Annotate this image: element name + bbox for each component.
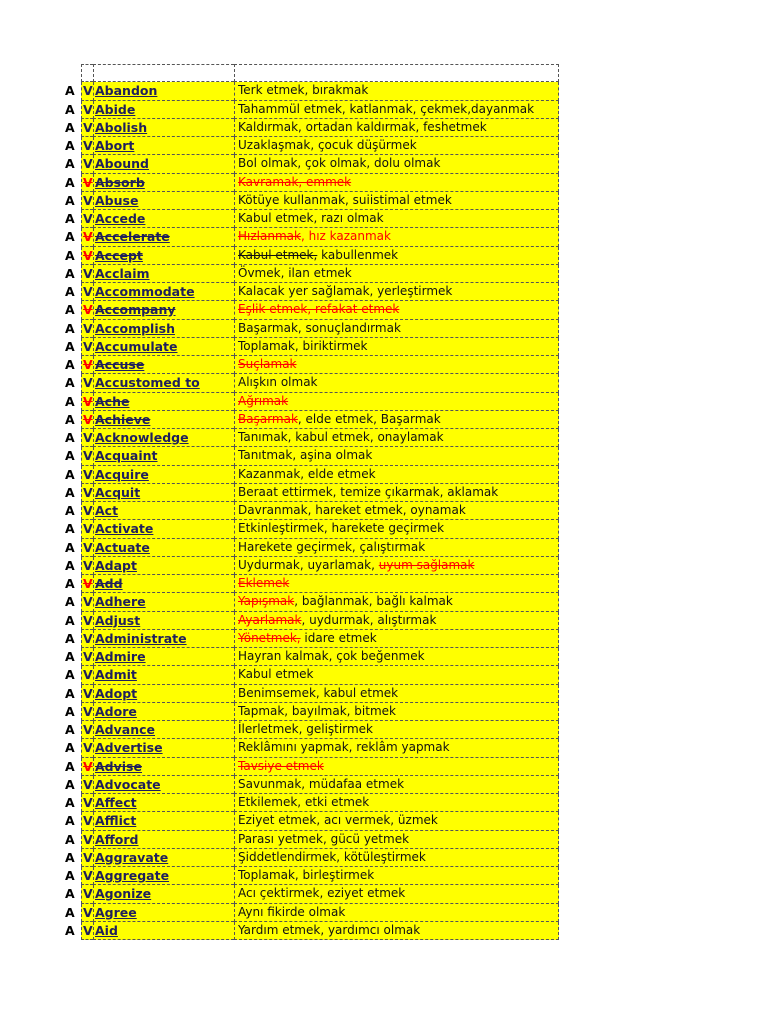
verb-tag-cell[interactable]: V	[81, 466, 93, 484]
word-cell[interactable]: Abide	[93, 101, 234, 119]
struck-meaning-text: Eşlik etmek, refakat etmek	[238, 302, 400, 317]
meaning-cell[interactable]	[234, 831, 559, 849]
meaning-text: Övmek, ilan etmek	[238, 265, 352, 280]
meaning-text: Kalacak yer sağlamak, yerleştirmek	[238, 284, 453, 298]
meaning-cell[interactable]	[234, 320, 559, 338]
verb-tag-cell[interactable]: V	[81, 831, 93, 849]
word-cell[interactable]: Adapt	[93, 557, 234, 575]
meaning-cell[interactable]	[234, 703, 559, 721]
row-letter-label: A	[65, 357, 75, 372]
verb-tag-cell[interactable]: V	[81, 575, 93, 593]
struck-meaning-text: Hızlanmak	[238, 229, 301, 244]
meaning-cell[interactable]	[234, 119, 559, 137]
meaning-cell[interactable]	[234, 758, 559, 776]
header-cell-v[interactable]	[81, 64, 93, 82]
struck-meaning-text: Başarmak	[238, 411, 298, 426]
meaning-cell[interactable]	[234, 867, 559, 885]
meaning-cell[interactable]	[234, 466, 559, 484]
struck-meaning-text: Ağrımak	[238, 393, 289, 408]
meaning-cell[interactable]	[234, 849, 559, 867]
verb-tag-cell[interactable]: V	[81, 630, 93, 648]
word-cell[interactable]: Add	[93, 575, 234, 593]
meaning-cell[interactable]	[234, 593, 559, 611]
meaning-text: Toplamak, birleştirmek	[238, 868, 375, 882]
meaning-cell[interactable]	[234, 338, 559, 356]
meaning-text: Kaldırmak, ortadan kaldırmak, feshetmek	[238, 119, 487, 134]
meaning-text: Kötüye kullanmak, suiistimal etmek	[238, 192, 452, 207]
row-letter-label: A	[65, 466, 75, 482]
meaning-cell[interactable]	[234, 922, 559, 940]
verb-tag-cell[interactable]: V	[81, 119, 93, 137]
verb-tag-cell[interactable]: V	[81, 155, 93, 173]
verb-tag-cell[interactable]: V	[81, 301, 93, 319]
verb-tag-cell[interactable]: V	[81, 411, 93, 429]
meaning-text: , hız kazanmak	[300, 229, 391, 244]
word-cell[interactable]: Agonize	[93, 885, 234, 903]
meaning-cell[interactable]	[234, 210, 559, 228]
row-letter-label: A	[65, 101, 75, 117]
word-cell[interactable]: Achieve	[93, 411, 234, 429]
meaning-text: Terk etmek, bırakmak	[238, 83, 369, 98]
meaning-cell[interactable]	[234, 612, 559, 630]
meaning-text: Kazanmak, elde etmek	[238, 466, 376, 481]
row-letter-label: A	[65, 411, 75, 427]
verb-tag-cell[interactable]: V	[81, 703, 93, 721]
word-cell[interactable]: Aggravate	[93, 849, 234, 867]
row-letter-label: A	[65, 539, 75, 555]
meaning-cell[interactable]	[234, 904, 559, 922]
word-cell[interactable]: Affect	[93, 794, 234, 812]
word-cell[interactable]: Advocate	[93, 776, 234, 794]
row-letter-label: A	[65, 722, 75, 737]
row-letter-label: A	[65, 503, 75, 518]
word-cell[interactable]: Accelerate	[93, 228, 234, 246]
row-letter-label: A	[65, 758, 75, 774]
struck-meaning-text: Yönetmek,	[238, 630, 301, 645]
meaning-text: Tanıtmak, aşina olmak	[238, 448, 373, 463]
verb-tag-cell[interactable]: V	[81, 721, 93, 739]
meaning-cell[interactable]	[234, 411, 559, 429]
row-letter-label: A	[65, 284, 75, 299]
row-letter-label: A	[65, 138, 75, 153]
verb-tag-cell[interactable]: V	[81, 520, 93, 538]
meaning-text: Başarmak, sonuçlandırmak	[238, 320, 401, 335]
row-letter-label: A	[65, 265, 75, 281]
row-letter-label: A	[65, 594, 75, 610]
verb-tag-cell[interactable]: V	[81, 228, 93, 246]
meaning-cell[interactable]	[234, 484, 559, 502]
verb-tag-cell[interactable]: V	[81, 137, 93, 155]
row-letter-label: A	[65, 211, 75, 226]
meaning-text: Parası yetmek, gücü yetmek	[238, 831, 410, 846]
verb-tag-cell[interactable]: V	[81, 739, 93, 757]
row-letter-label: A	[65, 484, 75, 500]
verb-tag-cell[interactable]: V	[81, 758, 93, 776]
verb-tag-cell[interactable]: V	[81, 557, 93, 575]
word-cell[interactable]: Accuse	[93, 356, 234, 374]
meaning-cell[interactable]	[234, 82, 559, 100]
word-cell[interactable]: Absorb	[93, 174, 234, 192]
verb-tag-cell[interactable]: V	[81, 101, 93, 119]
verb-tag-cell[interactable]: V	[81, 685, 93, 703]
word-cell[interactable]: Accompany	[93, 301, 234, 319]
verb-tag-cell[interactable]: V	[81, 612, 93, 630]
word-cell[interactable]: Abuse	[93, 192, 234, 210]
meaning-cell[interactable]	[234, 794, 559, 812]
row-letter-label: A	[65, 831, 75, 847]
word-cell[interactable]: Acquit	[93, 484, 234, 502]
meaning-text: Beraat ettirmek, temize çıkarmak, aklamak	[238, 484, 499, 499]
row-letter-label: A	[65, 393, 75, 409]
word-cell[interactable]: Advance	[93, 721, 234, 739]
word-cell[interactable]: Advise	[93, 758, 234, 776]
row-letter-label: A	[65, 904, 75, 920]
meaning-cell[interactable]	[234, 429, 559, 447]
word-cell[interactable]: Agree	[93, 904, 234, 922]
verb-tag-cell[interactable]: V	[81, 247, 93, 265]
word-cell[interactable]: Abort	[93, 137, 234, 155]
row-letter-label: A	[65, 813, 75, 829]
word-cell[interactable]: Adopt	[93, 685, 234, 703]
verb-tag-cell[interactable]: V	[81, 867, 93, 885]
meaning-cell[interactable]	[234, 666, 559, 684]
meaning-text: Uzaklaşmak, çocuk düşürmek	[238, 138, 417, 152]
row-letter-label: A	[65, 667, 75, 683]
word-cell[interactable]: Advertise	[93, 739, 234, 757]
verb-tag-cell[interactable]: V	[81, 320, 93, 338]
row-letter-label: A	[65, 338, 75, 354]
meaning-cell[interactable]	[234, 356, 559, 374]
word-cell[interactable]: Administrate	[93, 630, 234, 648]
row-letter-label: A	[65, 703, 75, 719]
meaning-text: Bol olmak, çok olmak, dolu olmak	[238, 156, 441, 171]
meaning-cell[interactable]	[234, 539, 559, 557]
verb-tag-cell[interactable]: V	[81, 904, 93, 922]
struck-meaning-text: Tavsiye etmek	[238, 758, 324, 773]
verb-tag-cell[interactable]: V	[81, 192, 93, 210]
word-cell[interactable]: Actuate	[93, 539, 234, 557]
meaning-text: Acı çektirmek, eziyet etmek	[238, 886, 406, 901]
meaning-cell[interactable]	[234, 265, 559, 283]
word-cell[interactable]: Afford	[93, 831, 234, 849]
word-cell[interactable]: Abound	[93, 155, 234, 173]
verb-tag-cell[interactable]: V	[81, 283, 93, 301]
struck-meaning-text: Yapışmak	[238, 594, 295, 609]
meaning-cell[interactable]	[234, 174, 559, 192]
verb-tag-cell[interactable]: V	[81, 356, 93, 374]
row-letter-label: A	[65, 612, 75, 628]
struck-meaning-text: Kavramak, emmek	[238, 174, 352, 189]
verb-tag-cell[interactable]: V	[81, 502, 93, 520]
row-letter-label: A	[65, 922, 75, 938]
meaning-text: Davranmak, hareket etmek, oynamak	[238, 503, 466, 517]
meaning-text: , elde etmek, Başarmak	[297, 411, 441, 426]
word-cell[interactable]: Adhere	[93, 593, 234, 611]
row-letter-label: A	[65, 521, 75, 537]
word-cell[interactable]: Acquire	[93, 466, 234, 484]
word-cell[interactable]: Adore	[93, 703, 234, 721]
meaning-cell[interactable]	[234, 520, 559, 538]
row-letter-label: A	[65, 795, 75, 810]
meaning-cell[interactable]	[234, 137, 559, 155]
meaning-text: Benimsemek, kabul etmek	[238, 685, 399, 700]
row-letter-label: A	[65, 174, 75, 190]
meaning-cell[interactable]	[234, 739, 559, 757]
verb-tag-cell[interactable]: V	[81, 374, 93, 392]
verb-tag-cell[interactable]: V	[81, 776, 93, 794]
struck-meaning-text: Eklemek	[238, 576, 290, 590]
row-letter-label: A	[65, 448, 75, 464]
verb-tag-cell[interactable]: V	[81, 648, 93, 666]
header-cell-word[interactable]	[93, 64, 234, 82]
verb-tag-cell[interactable]: V	[81, 82, 93, 100]
row-letter-label: A	[65, 156, 75, 172]
verb-tag-cell[interactable]: V	[81, 666, 93, 684]
meaning-text: Tanımak, kabul etmek, onaylamak	[238, 430, 444, 444]
row-letter-label: A	[65, 740, 75, 756]
row-letter-label: A	[65, 849, 75, 865]
word-cell[interactable]: Act	[93, 502, 234, 520]
meaning-text: Toplamak, biriktirmek	[238, 338, 368, 353]
meaning-text: Uydurmak, uyarlamak,	[238, 557, 379, 572]
meaning-text: Savunmak, müdafaa etmek	[238, 776, 405, 791]
row-letter-label: A	[65, 576, 75, 591]
verb-tag-cell[interactable]: V	[81, 393, 93, 411]
row-letter-label: A	[65, 302, 75, 318]
header-cell-meaning[interactable]	[234, 64, 559, 82]
row-letter-label: A	[65, 375, 75, 391]
verb-tag-cell[interactable]: V	[81, 794, 93, 812]
meaning-text: Harekete geçirmek, çalıştırmak	[238, 539, 426, 554]
word-cell[interactable]: Acclaim	[93, 265, 234, 283]
struck-meaning-text: Kabul etmek,	[238, 247, 318, 262]
meaning-cell[interactable]	[234, 812, 559, 830]
verb-tag-cell[interactable]: V	[81, 593, 93, 611]
meaning-text: Tapmak, bayılmak, bitmek	[238, 703, 396, 718]
meaning-text: kabullenmek	[317, 247, 399, 262]
meaning-text: Aynı fikirde olmak	[238, 904, 346, 919]
meaning-cell[interactable]	[234, 228, 559, 246]
meaning-text: , uydurmak, alıştırmak	[301, 612, 437, 627]
verb-tag-cell[interactable]: V	[81, 338, 93, 356]
verb-tag-cell[interactable]: V	[81, 812, 93, 830]
meaning-text: , bağlanmak, bağlı kalmak	[294, 594, 453, 609]
verb-tag-cell[interactable]: V	[81, 922, 93, 940]
meaning-cell[interactable]	[234, 648, 559, 666]
row-letter-label: A	[65, 320, 75, 336]
row-letter-label: A	[65, 247, 75, 263]
verb-tag-cell[interactable]: V	[81, 174, 93, 192]
word-cell[interactable]: Accept	[93, 247, 234, 265]
row-letter-label: A	[65, 83, 75, 99]
meaning-text: Etkinleştirmek, harekete geçirmek	[238, 521, 445, 536]
word-cell[interactable]: Admire	[93, 648, 234, 666]
meaning-text: Etkilemek, etki etmek	[238, 795, 370, 809]
verb-tag-cell[interactable]: V	[81, 849, 93, 867]
verb-tag-cell[interactable]: V	[81, 210, 93, 228]
word-cell[interactable]: Activate	[93, 520, 234, 538]
meaning-cell[interactable]	[234, 721, 559, 739]
meaning-cell[interactable]	[234, 885, 559, 903]
word-cell[interactable]: Aggregate	[93, 867, 234, 885]
word-cell[interactable]: Accustomed to	[93, 374, 234, 392]
meaning-text: Reklâmını yapmak, reklâm yapmak	[238, 740, 450, 755]
meaning-cell[interactable]	[234, 247, 559, 265]
meaning-cell[interactable]	[234, 776, 559, 794]
row-letter-label: A	[65, 557, 75, 573]
meaning-text: İlerletmek, geliştirmek	[238, 722, 373, 736]
meaning-cell[interactable]	[234, 101, 559, 119]
meaning-text: Kabul etmek	[238, 667, 314, 682]
row-letter-label: A	[65, 630, 75, 646]
meaning-cell[interactable]	[234, 155, 559, 173]
meaning-cell[interactable]	[234, 301, 559, 319]
word-cell[interactable]: Aid	[93, 922, 234, 940]
word-cell[interactable]: Ache	[93, 393, 234, 411]
struck-meaning-text: Suçlamak	[238, 357, 297, 371]
meaning-text: Tahammül etmek, katlanmak, çekmek,dayanmak	[238, 101, 535, 116]
meaning-cell[interactable]	[234, 192, 559, 210]
verb-tag-cell[interactable]: V	[81, 429, 93, 447]
meaning-cell[interactable]	[234, 630, 559, 648]
word-cell[interactable]: Adjust	[93, 612, 234, 630]
word-cell[interactable]: Acquaint	[93, 447, 234, 465]
row-letter-label: A	[65, 649, 75, 664]
meaning-cell[interactable]	[234, 557, 559, 575]
word-cell[interactable]: Acknowledge	[93, 429, 234, 447]
word-cell[interactable]: Accomplish	[93, 320, 234, 338]
struck-meaning-text: uyum sağlamak	[378, 557, 475, 572]
meaning-cell[interactable]	[234, 393, 559, 411]
row-letter-label: A	[65, 430, 75, 445]
row-letter-label: A	[65, 685, 75, 701]
verb-tag-cell[interactable]: V	[81, 447, 93, 465]
word-cell[interactable]: Accede	[93, 210, 234, 228]
verb-tag-cell[interactable]: V	[81, 484, 93, 502]
meaning-text: Alışkın olmak	[238, 375, 318, 390]
row-letter-label: A	[65, 868, 75, 883]
row-letter-label: A	[65, 776, 75, 792]
word-cell[interactable]: Admit	[93, 666, 234, 684]
verb-tag-cell[interactable]: V	[81, 885, 93, 903]
meaning-cell[interactable]	[234, 685, 559, 703]
row-letter-label: A	[65, 229, 75, 245]
verb-tag-cell[interactable]: V	[81, 265, 93, 283]
row-letter-label: A	[65, 119, 75, 135]
meaning-text: Kabul etmek, razı olmak	[238, 211, 384, 225]
meaning-text: Eziyet etmek, acı vermek, üzmek	[238, 813, 438, 828]
meaning-cell[interactable]	[234, 502, 559, 520]
meaning-cell[interactable]	[234, 283, 559, 301]
word-cell[interactable]: Abolish	[93, 119, 234, 137]
meaning-text: Yardım etmek, yardımcı olmak	[238, 922, 421, 937]
meaning-cell[interactable]	[234, 575, 559, 593]
struck-meaning-text: Ayarlamak	[238, 612, 302, 627]
meaning-text: Şiddetlendirmek, kötüleştirmek	[238, 849, 426, 864]
row-letter-label: A	[65, 192, 75, 208]
word-cell[interactable]: Abandon	[93, 82, 234, 100]
meaning-text: idare etmek	[300, 630, 377, 645]
word-cell[interactable]: Accommodate	[93, 283, 234, 301]
word-cell[interactable]: Afflict	[93, 812, 234, 830]
meaning-cell[interactable]	[234, 374, 559, 392]
verb-tag-cell[interactable]: V	[81, 539, 93, 557]
meaning-text: Hayran kalmak, çok beğenmek	[238, 649, 425, 663]
row-letter-label: A	[65, 886, 75, 902]
meaning-cell[interactable]	[234, 447, 559, 465]
word-cell[interactable]: Accumulate	[93, 338, 234, 356]
